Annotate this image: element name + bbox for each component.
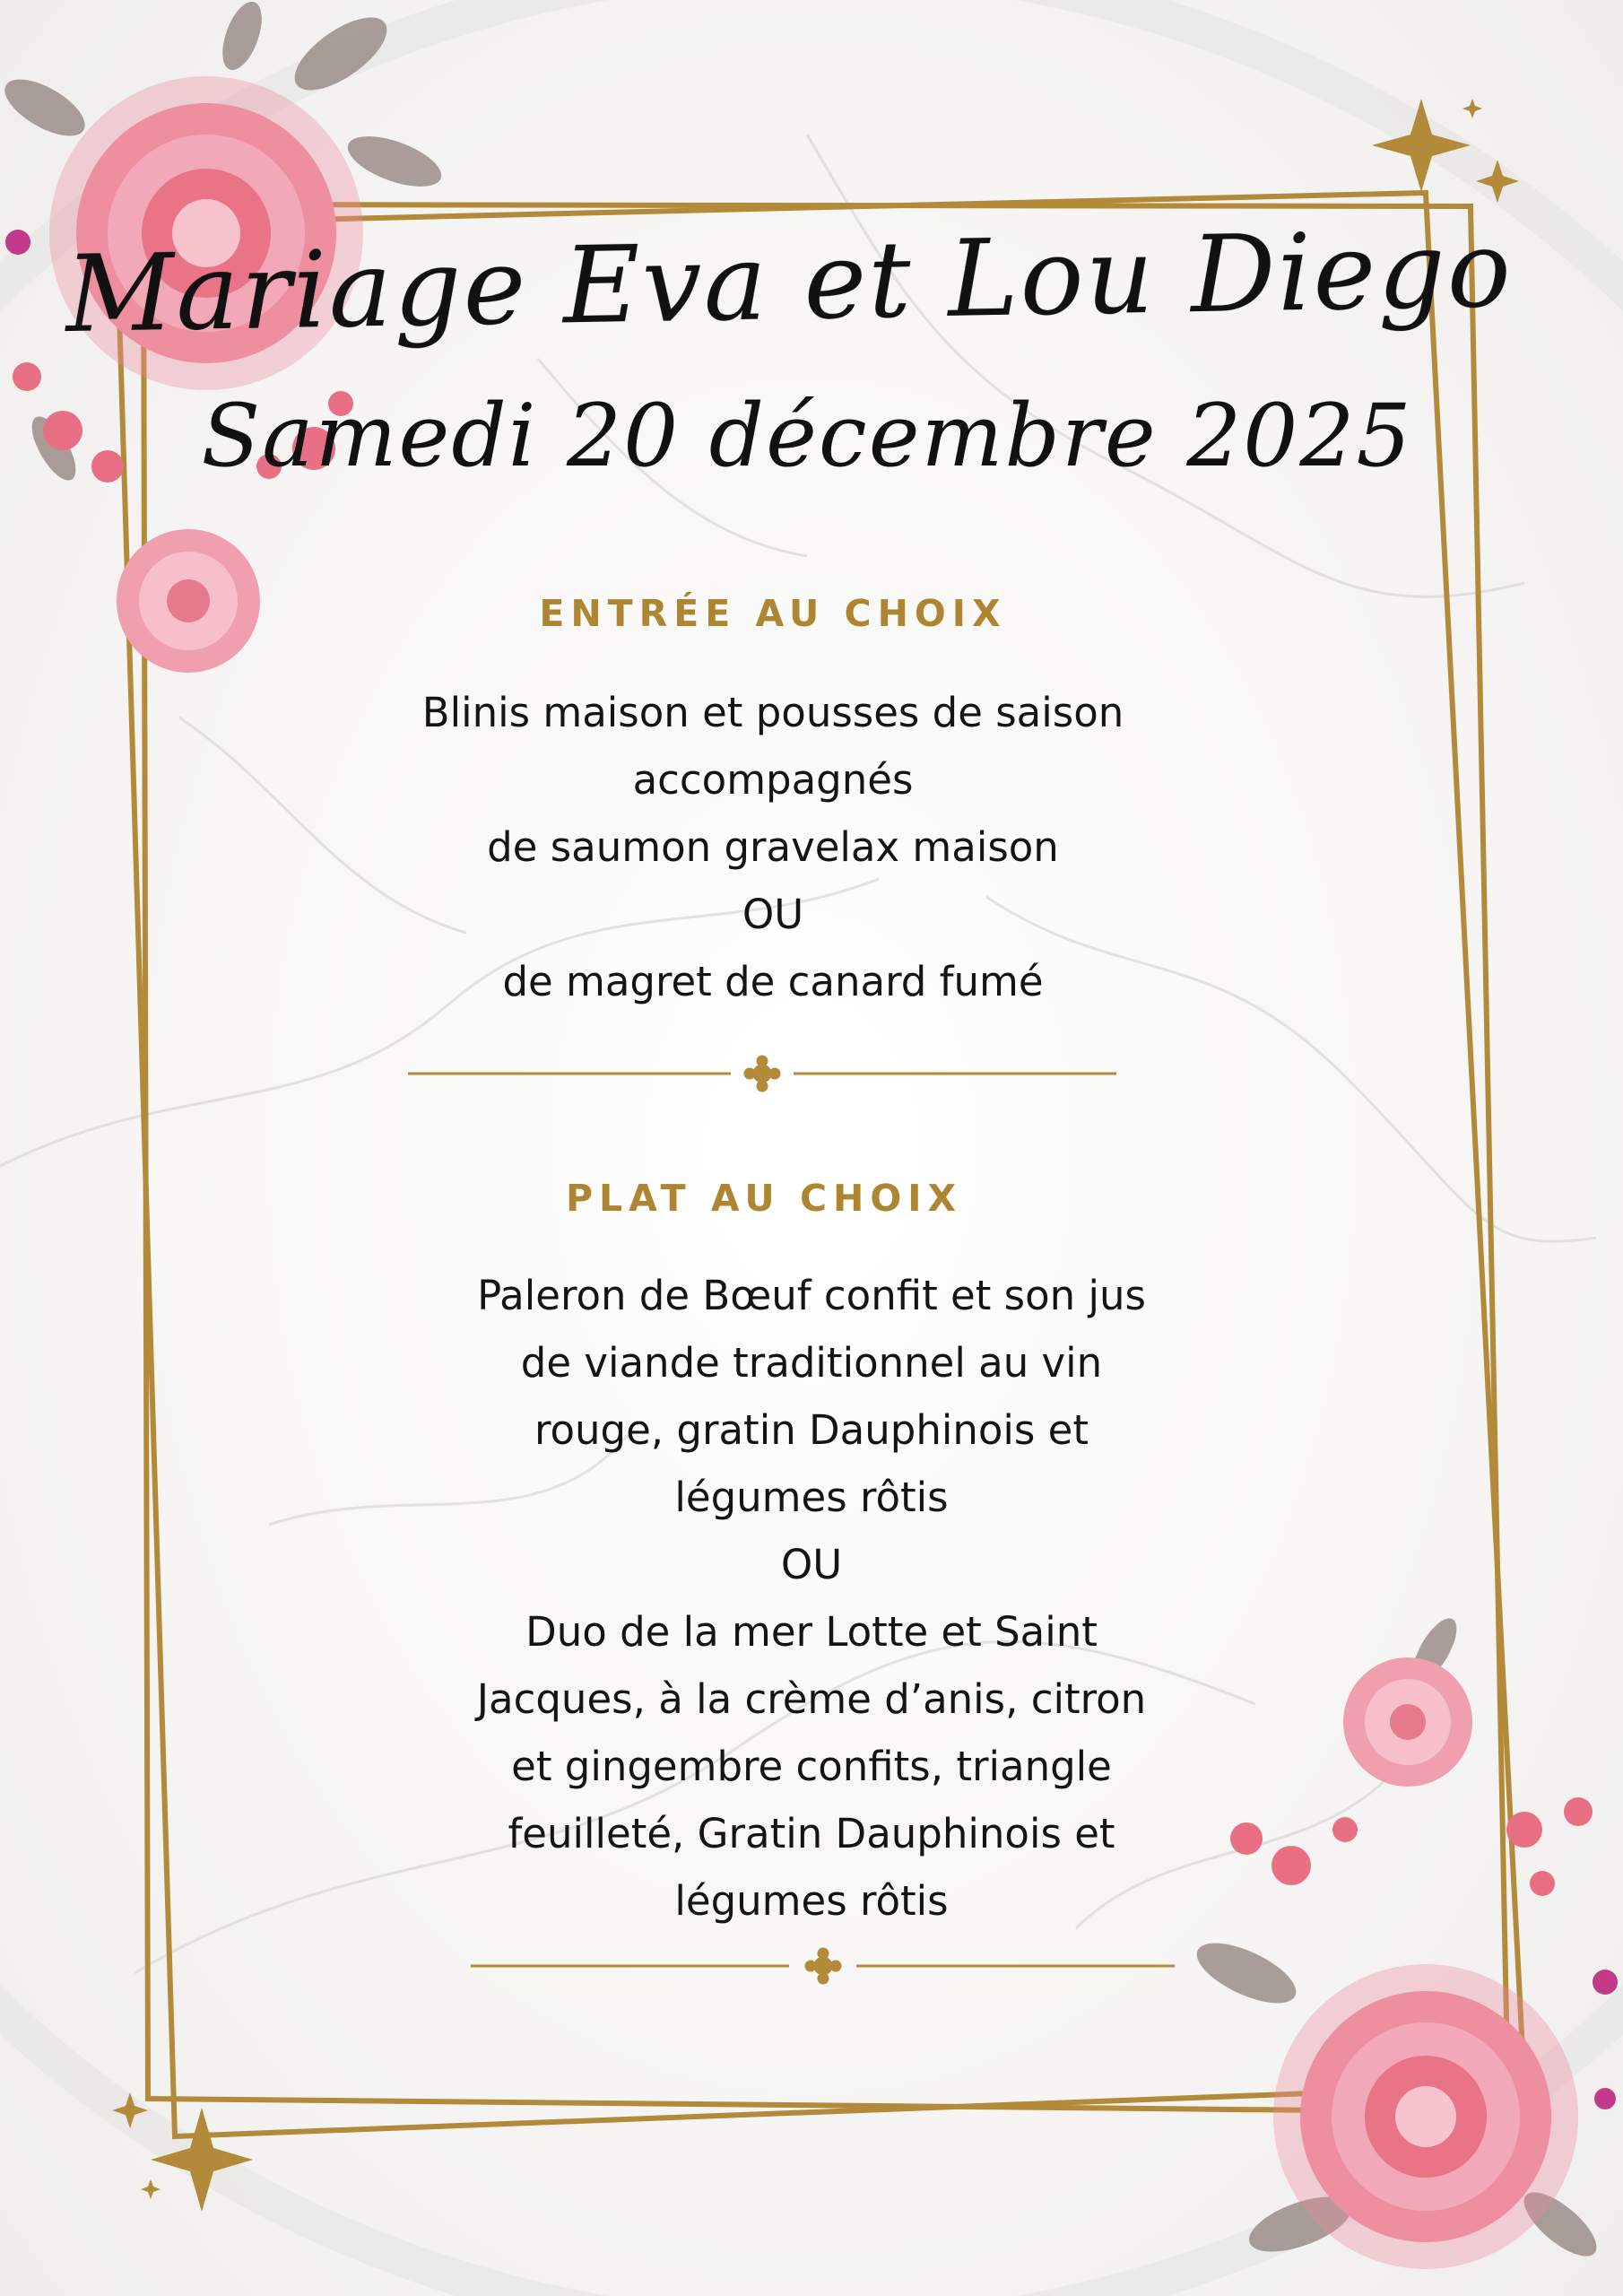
entree-line: OU <box>742 891 804 938</box>
plat-line: Paleron de Bœuf confit et son jus <box>477 1272 1146 1319</box>
plat-heading: PLAT AU CHOIX <box>565 1177 963 1220</box>
sparkle-icon <box>1476 160 1519 203</box>
plat-line: légumes rôtis <box>674 1877 949 1925</box>
sparkle-icon <box>151 2108 253 2212</box>
plat-line: feuilleté, Gratin Dauphinois et <box>508 1810 1115 1857</box>
plat-line: et gingembre confits, triangle <box>511 1743 1112 1790</box>
entree-line: accompagnés <box>632 756 914 804</box>
entree-line: Blinis maison et pousses de saison <box>421 689 1124 736</box>
plat-line: Jacques, à la crème d’anis, citron <box>476 1675 1147 1723</box>
plat-line: légumes rôtis <box>674 1474 949 1521</box>
divider-top <box>408 1057 1116 1091</box>
sparkle-icon <box>1372 99 1471 192</box>
divider-bottom <box>471 1949 1175 1983</box>
entree-line: de saumon gravelax maison <box>487 823 1059 871</box>
page-title: Mariage Eva et Lou Diego <box>65 206 1514 357</box>
plat-description <box>363 1262 1260 1935</box>
event-date: Samedi 20 décembre 2025 <box>201 386 1413 486</box>
entree-line: de magret de canard fumé <box>502 958 1044 1005</box>
sparkle-icon <box>141 2179 161 2199</box>
plat-line: de viande traditionnel au vin <box>520 1339 1103 1387</box>
plat-line: Duo de la mer Lotte et Saint <box>525 1608 1098 1656</box>
entree-heading: ENTRÉE AU CHOIX <box>539 592 1007 635</box>
plat-line: rouge, gratin Dauphinois et <box>534 1406 1089 1454</box>
sparkle-icon <box>112 2092 148 2128</box>
plat-line: OU <box>780 1541 843 1588</box>
sparkle-icon <box>1462 99 1482 118</box>
entree-description <box>325 679 1221 1015</box>
